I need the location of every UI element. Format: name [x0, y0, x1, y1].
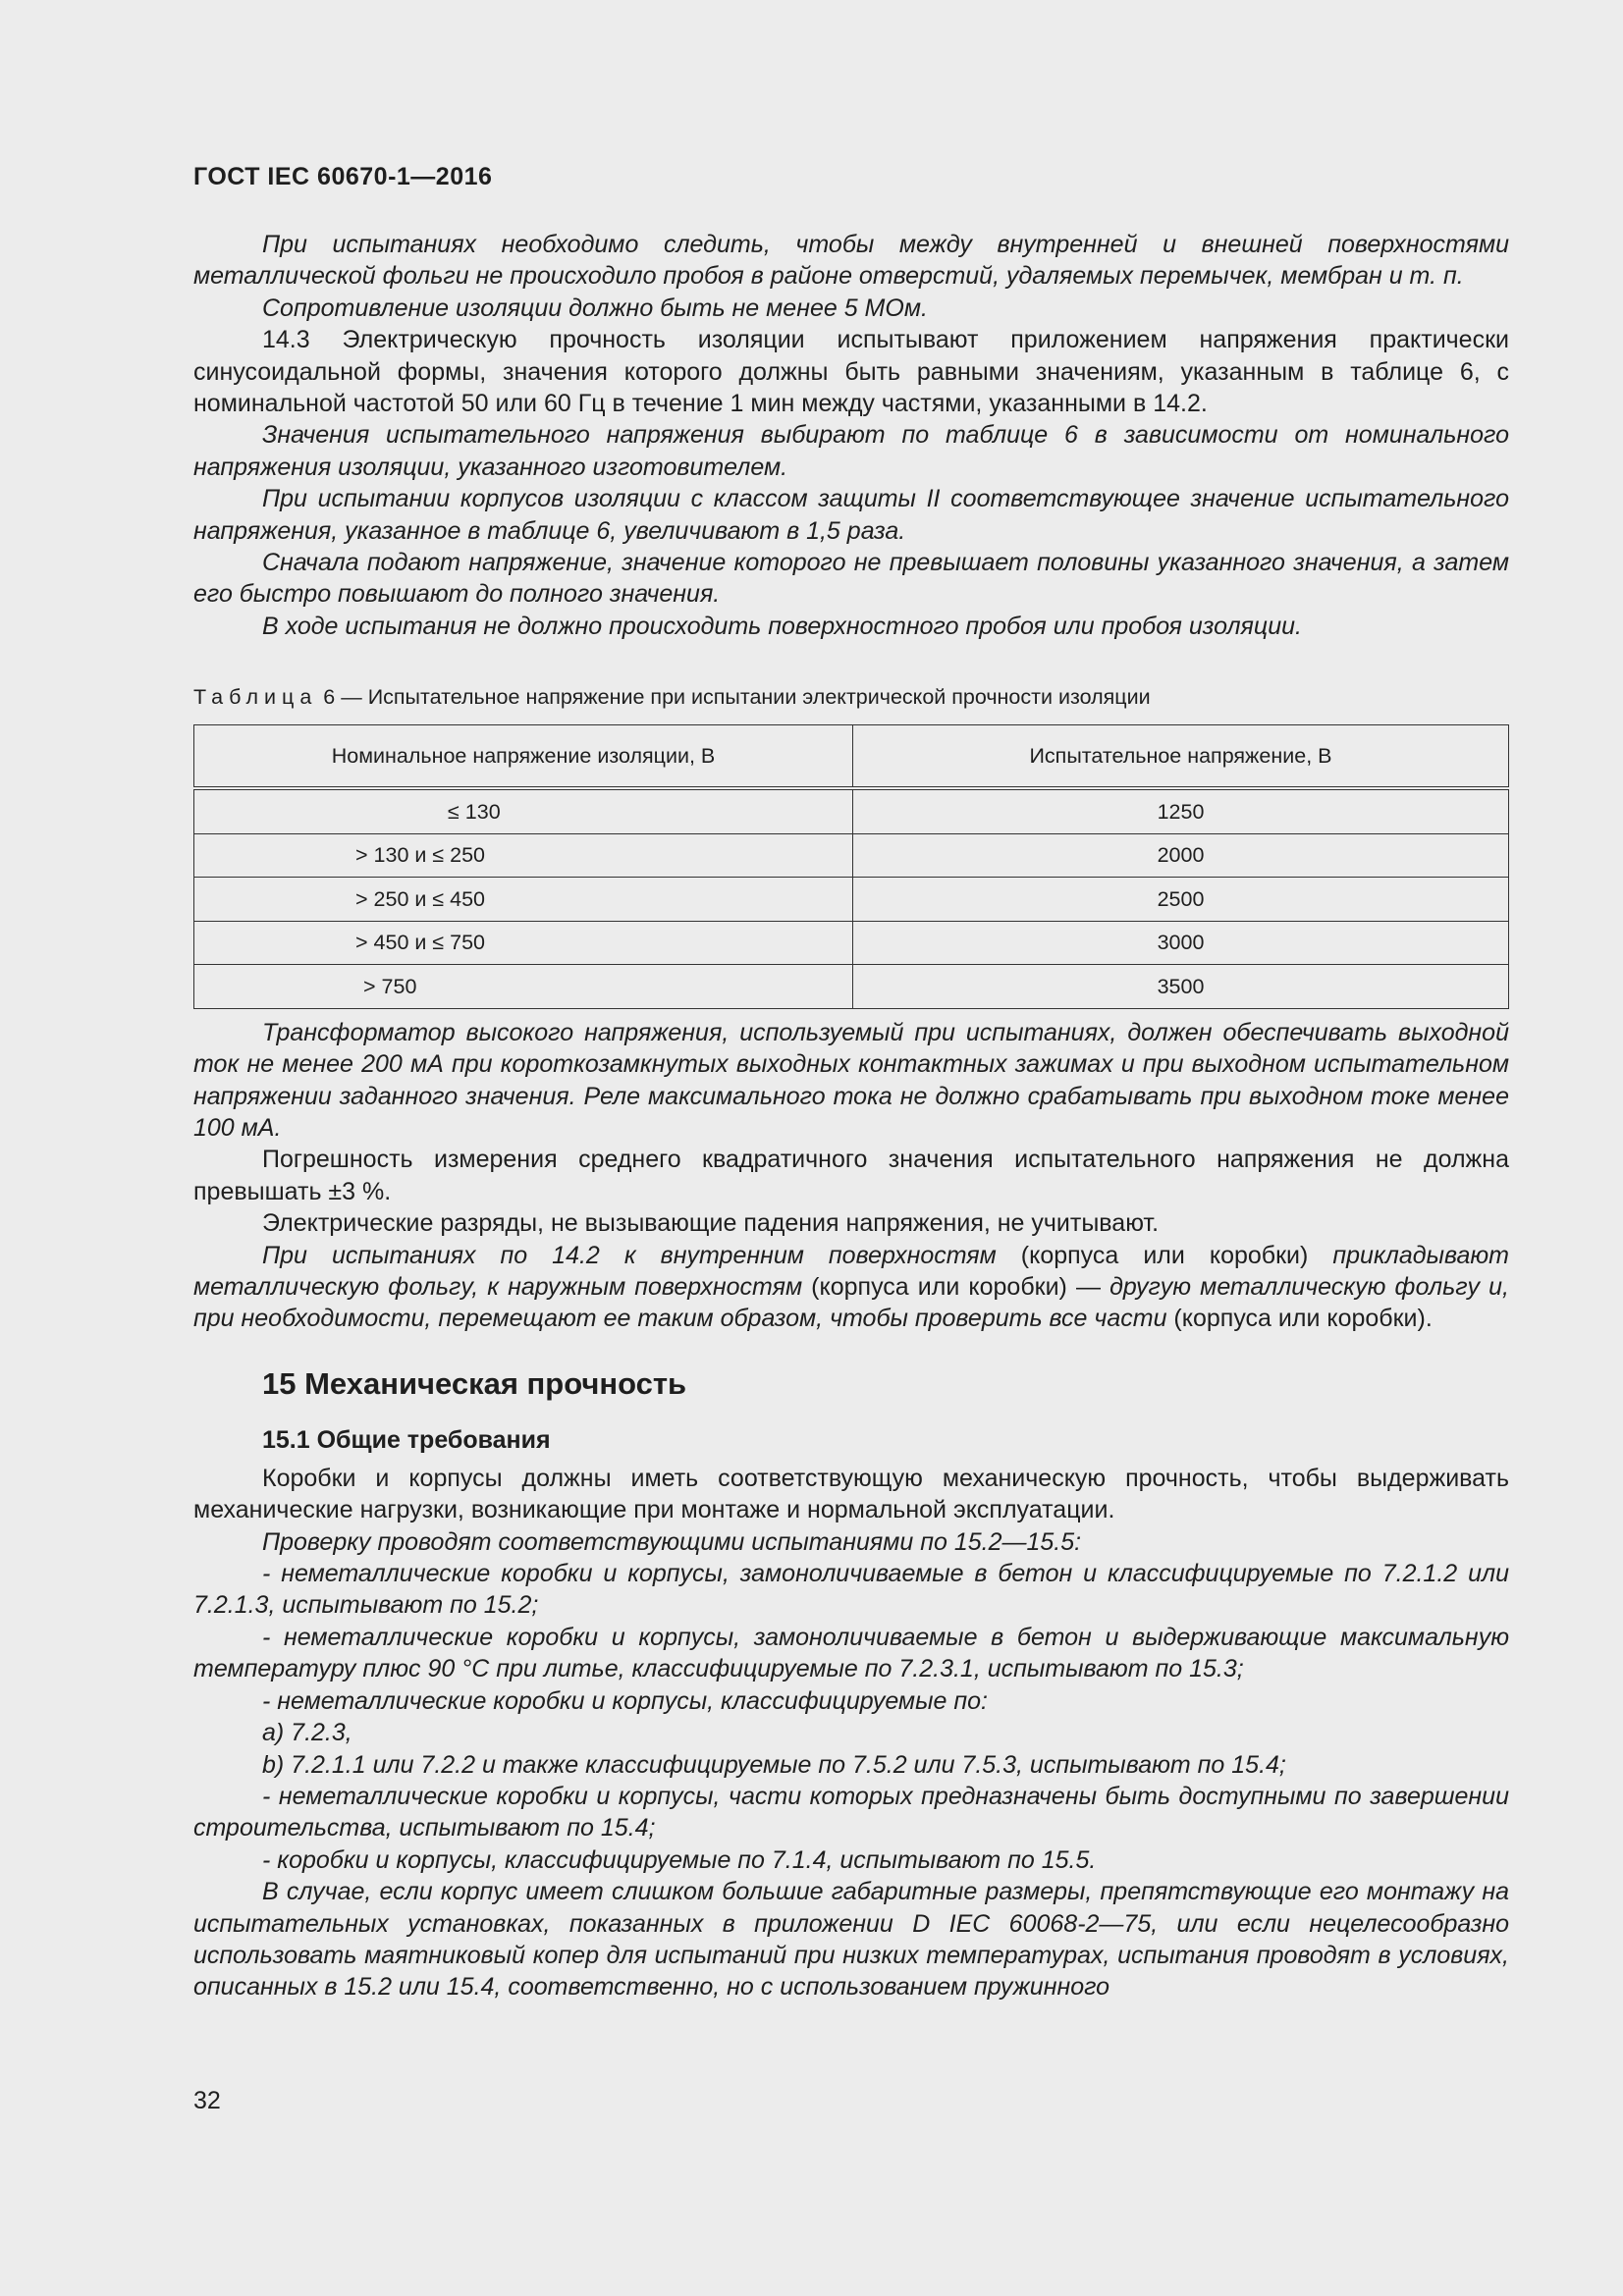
- list-item: - неметаллические коробки и корпусы, части которых предназначены быть доступными по завершении строительства, испытывают по 15.4;: [193, 1782, 1509, 1842]
- table-cell: > 250 и ≤ 450: [194, 878, 853, 922]
- table-row: [194, 878, 1509, 922]
- table-cell: 3500: [853, 965, 1509, 1009]
- paragraph: Коробки и корпусы должны иметь соответствующую механическую прочность, чтобы выдерживать механические нагрузки, возникающие при монтаже и нормальной эксплуатации.: [193, 1464, 1509, 1524]
- table-header-row: [194, 725, 1509, 789]
- table-row: [194, 788, 1509, 833]
- list-item: b) 7.2.1.1 или 7.2.2 и также классифицируемые по 7.5.2 или 7.5.3, испытывают по 15.4;: [262, 1750, 1286, 1779]
- table-caption-text: 6 — Испытательное напряжение при испытании электрической прочности изоляции: [323, 685, 1151, 710]
- table-row: [194, 921, 1509, 965]
- paragraph: 14.3 Электрическую прочность изоляции испытывают приложением напряжения практически синусоидальной формы, значения которого должны быть равными значениям, указанным в таблице 6, с номинальной частотой 50 или 60 Гц в течение 1 мин между частями, указанными в 14.2.: [193, 326, 1509, 418]
- table-cell: 1250: [853, 788, 1509, 833]
- paragraph: В ходе испытания не должно происходить поверхностного пробоя или пробоя изоляции.: [262, 612, 1302, 640]
- table-cell: 2000: [853, 833, 1509, 878]
- page-content: [193, 229, 1509, 2003]
- paragraph: Проверку проводят соответствующими испытаниями по 15.2—15.5:: [262, 1527, 1082, 1556]
- paragraph: Электрические разряды, не вызывающие падения напряжения, не учитывают.: [262, 1209, 1160, 1238]
- paragraph: При испытании корпусов изоляции с классом защиты II соответствующее значение испытательного напряжения, указанное в таблице 6, увеличивают в 1,5 раза.: [193, 485, 1509, 545]
- table-cell: > 750: [194, 965, 853, 1009]
- table-cell: > 450 и ≤ 750: [194, 921, 853, 965]
- table-header-cell: Номинальное напряжение изоляции, В: [194, 725, 853, 789]
- list-item: a) 7.2.3,: [262, 1719, 352, 1747]
- page-number: 32: [193, 2087, 221, 2114]
- list-item: - неметаллические коробки и корпусы, замоноличиваемые в бетон и выдерживающие максимальную температуру плюс 90 °С при литье, классифицируемые по 7.2.3.1, испытывают по 15.3;: [193, 1623, 1509, 1683]
- table-cell: 2500: [853, 878, 1509, 922]
- text-span: (корпуса или коробки): [996, 1241, 1333, 1269]
- list-item: - коробки и корпусы, классифицируемые по 7.1.4, испытывают по 15.5.: [262, 1845, 1097, 1874]
- list-item: - неметаллические коробки и корпусы, классифицируемые по:: [262, 1686, 988, 1715]
- paragraph: При испытаниях необходимо следить, чтобы между внутренней и внешней поверхностями металлической фольги не происходило пробоя в районе отверстий, удаляемых перемычек, мембран и т. п.: [193, 231, 1509, 291]
- table-cell: 3000: [853, 921, 1509, 965]
- paragraph: Трансформатор высокого напряжения, используемый при испытаниях, должен обеспечивать выходной ток не менее 200 мА при короткозамкнутых выходных контактных зажимах и при выходном испытательном напряжении заданного значения. Реле максимального тока не должно срабатывать при выходном токе менее 100 мА.: [193, 1018, 1509, 1142]
- table-cell: > 130 и ≤ 250: [194, 833, 853, 878]
- paragraph: Сначала подают напряжение, значение которого не превышает половины указанного значения, а затем его быстро повышают до полного значения.: [193, 549, 1509, 609]
- table-caption-label: Таблица: [193, 685, 318, 710]
- paragraph: [193, 1240, 1509, 1335]
- text-span: другую металлическую фольгу и, при необходимости, перемещают ее таким образом, чтобы проверить все части: [193, 1273, 1510, 1333]
- table-caption: [193, 683, 1509, 711]
- table-row: [194, 965, 1509, 1009]
- paragraph: Значения испытательного напряжения выбирают по таблице 6 в зависимости от номинального напряжения изоляции, указанного изготовителем.: [193, 421, 1509, 481]
- text-span: (корпуса или коробки) —: [802, 1273, 1110, 1302]
- text-span: прикладывают металлическую фольгу, к наружным поверхностям: [193, 1241, 1509, 1302]
- test-voltage-table: [193, 724, 1509, 1009]
- text-span: При испытаниях по 14.2 к внутренним поверхностям: [262, 1241, 997, 1269]
- paragraph: Сопротивление изоляции должно быть не менее 5 МОм.: [262, 294, 928, 322]
- section-heading: 15 Механическая прочность: [262, 1365, 687, 1401]
- paragraph: Погрешность измерения среднего квадратичного значения испытательного напряжения не должна превышать ±3 %.: [193, 1146, 1509, 1205]
- subsection-heading: 15.1 Общие требования: [262, 1425, 551, 1454]
- table-header-cell: Испытательное напряжение, В: [853, 725, 1509, 789]
- table-row: [194, 833, 1509, 878]
- document-header: ГОСТ IEC 60670-1—2016: [193, 163, 493, 190]
- table-cell: ≤ 130: [194, 788, 853, 833]
- paragraph: В случае, если корпус имеет слишком большие габаритные размеры, препятствующие его монтажу на испытательных установках, показанных в приложении D IEC 60068-2—75, или если нецелесообразно использовать маятниковый копер для испытаний при низких температурах, испытания проводят в условиях, описанных в 15.2 или 15.4, соответственно, но с использованием пружинного: [193, 1878, 1509, 2002]
- text-span: (корпуса или коробки).: [1166, 1305, 1433, 1333]
- list-item: - неметаллические коробки и корпусы, замоноличиваемые в бетон и классифицируемые по 7.2.1.2 или 7.2.1.3, испытывают по 15.2;: [193, 1560, 1509, 1620]
